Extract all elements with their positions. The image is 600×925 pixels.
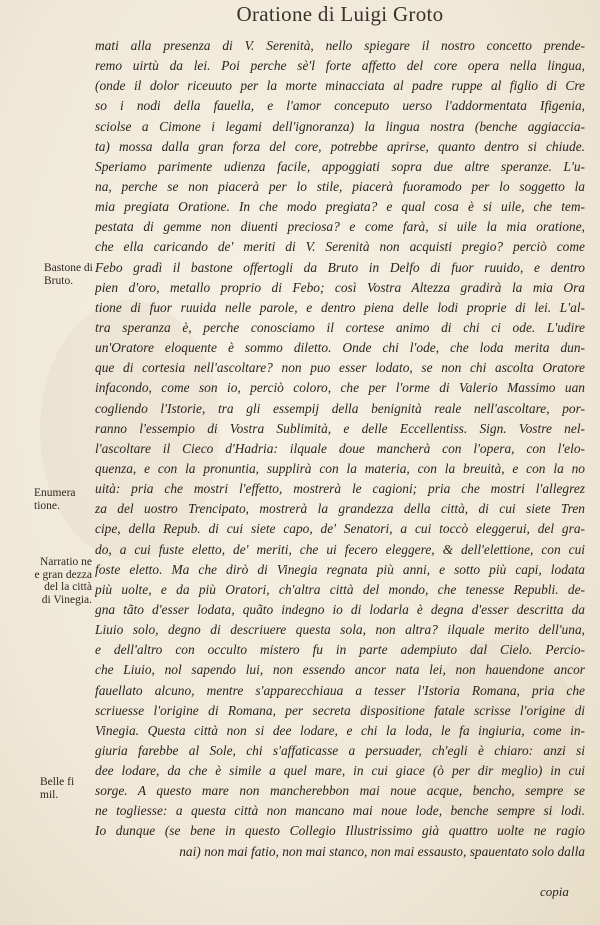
- catchword: copia: [540, 884, 569, 899]
- text-line: tione di fuor ruuida nelle parole, e dentro piena delle lodi proprie di lei. L'al-: [95, 299, 585, 315]
- text-line: nai) non mai fatio, non mai stanco, non mai essausto, spauentato solo dalla: [179, 843, 585, 859]
- text-line: più uolte, e da più Oratori, ch'altra città del mondo, che tenesse Republi. de-: [95, 581, 585, 597]
- text-line: infacondo, come son io, perciò coloro, che per l'orme di Valerio Massimo uan: [95, 380, 585, 396]
- margin-note-bastone: Bastone di Bruto.: [44, 262, 93, 287]
- margin-note-belle-simil: Belle fi mil.: [40, 776, 75, 801]
- running-title: Oratione di Luigi Groto: [236, 2, 444, 26]
- text-line: na, perche se non piacerà per lo stile, piacerà fuoramodo per lo soggetto la: [95, 178, 585, 194]
- text-line: mia pregiata Oratione. In che modo pregiata? e qual cosa è si uile, che tem-: [95, 199, 585, 215]
- text-line: ranno l'essempio di Vostra Sublimità, e delle Eccellentiss. Sign. Vostre nel-: [95, 420, 585, 436]
- text-line: do, a cui fuste eletto, de' meriti, che ui fecero eleggere, & dell'elettione, con cui: [95, 541, 585, 557]
- text-line: remo uirtù da lei. Poi perche sè'l forte affetto del core opera nella lingua,: [95, 58, 585, 74]
- margin-note-narratione: Narratio ne e gran dezza del la città di Vinegia.: [34, 556, 92, 606]
- text-line: so i nodi della fauella, e l'amor conceputo uerso l'addormentata Ifigenia,: [95, 98, 585, 114]
- text-line: l'ascoltare il Cieco d'Hadria: ilquale doue mancherà con l'opera, con l'elo-: [95, 440, 585, 456]
- text-line: gna tãto d'esser lodata, quãto indegno io di lodarla è degna d'esser descritta da: [95, 601, 585, 617]
- text-line: ta) mossa dalla gran forza del core, potrebbe aprirse, quanto dentro si chiude.: [95, 138, 585, 154]
- text-line: Febo gradì il bastone offertogli da Bruto in Delfo di fuor ruuido, e dentro: [95, 259, 585, 275]
- text-line: uità: pria che mostri l'effetto, mostrerà le cagioni; pria che mostri l'allegrez: [95, 481, 585, 497]
- text-line: Vinegia. Questa città non si dee lodare, e chi la loda, le fa ingiuria, come in-: [95, 722, 585, 738]
- text-line: sciolse a Cimone i legami dell'ignoranza) la lingua nostra (benche aggiaccia-: [95, 118, 585, 134]
- text-line: un'Oratore eloquente è sommo diletto. Onde chi l'ode, che loda merita dun-: [95, 340, 585, 356]
- text-line: e dell'altro con occulto mistero fu in parte adempiuto dal Cielo. Percio-: [95, 642, 585, 658]
- margin-note-enumeratione: Enumera tione.: [34, 487, 76, 512]
- text-line: fauellato alcuno, mentre s'apparecchiaua a tesser l'Istoria Romana, pria che: [95, 682, 585, 698]
- text-line: scriuesse l'origine di Romana, per secreta dispositione fatale scrisse l'origine di: [95, 702, 585, 718]
- text-line: sorge. A questo mare non mancherebbon mai noue acque, bencho, sempre se: [95, 783, 585, 799]
- text-line: che ella caricando de' meriti di V. Serenità non acquisti pregio? perciò come: [95, 239, 585, 255]
- text-line: tra speranza è, perche conosciamo il cortese animo di chi ci ode. L'udire: [95, 319, 585, 335]
- text-line: pestata di gemme non diuenti preciosa? e come farà, si uile la mia oratione,: [95, 219, 585, 235]
- text-line: Io dunque (se bene in questo Collegio Illustrissimo già quattro uolte ne ragio: [95, 823, 585, 839]
- text-line: Speriamo parimente udienza facile, appoggiati sopra due altre speranze. L'u-: [95, 158, 585, 174]
- text-line: che Liuio, nol sapendo lui, non essendo ancor nata lei, non hauendone ancor: [95, 662, 585, 678]
- body-text: [95, 36, 585, 862]
- text-line: foste eletto. Ma che dirò di Vinegia regnata più anni, e sotto più capi, lodata: [95, 561, 585, 577]
- text-line: cogliendo l'Istorie, tra gli essempij della benignità reale nell'ascoltare, por-: [95, 400, 585, 416]
- text-line: za del uostro Trencipato, mostrerà la grandezza della città, di cui siete Tren: [95, 501, 585, 517]
- text-line: que di cortesia nell'ascoltare? non puo esser lodato, se non chi ascolta Oratore: [95, 360, 585, 376]
- text-line: ne togliesse: a questa città non mancano mai noue lode, benche sempre si lodi.: [95, 803, 585, 819]
- text-line: Liuio solo, degno di descriuere questa sola, non altra? ilquale merito dell'una,: [95, 622, 585, 638]
- text-line: mati alla presenza di V. Serenità, nello spiegare il nostro concetto prende-: [95, 38, 585, 53]
- text-line: pien d'oro, metallo proprio di Febo; così Vostra Altezza gradirà la mia Ora: [95, 279, 585, 295]
- text-line: dee lodare, da che è simile a quel mare, in cui giace (ò per dir meglio) in cui: [95, 763, 585, 779]
- text-line: (onde il dolor riceuuto per la morte minacciata al padre ruppe al figlio di Cre: [95, 78, 585, 94]
- text-line: cipe, della Repub. di cui siete capo, de' Senatori, a cui toccò eleggerui, del gra-: [95, 521, 585, 537]
- text-line: quenza, e con la pronuntia, supplirà con la materia, con la breuità, e con la no: [95, 460, 585, 476]
- text-line: giuria farebbe al Sole, chi s'affaticasse a persuader, ch'egli è chiaro: anzi si: [95, 742, 585, 758]
